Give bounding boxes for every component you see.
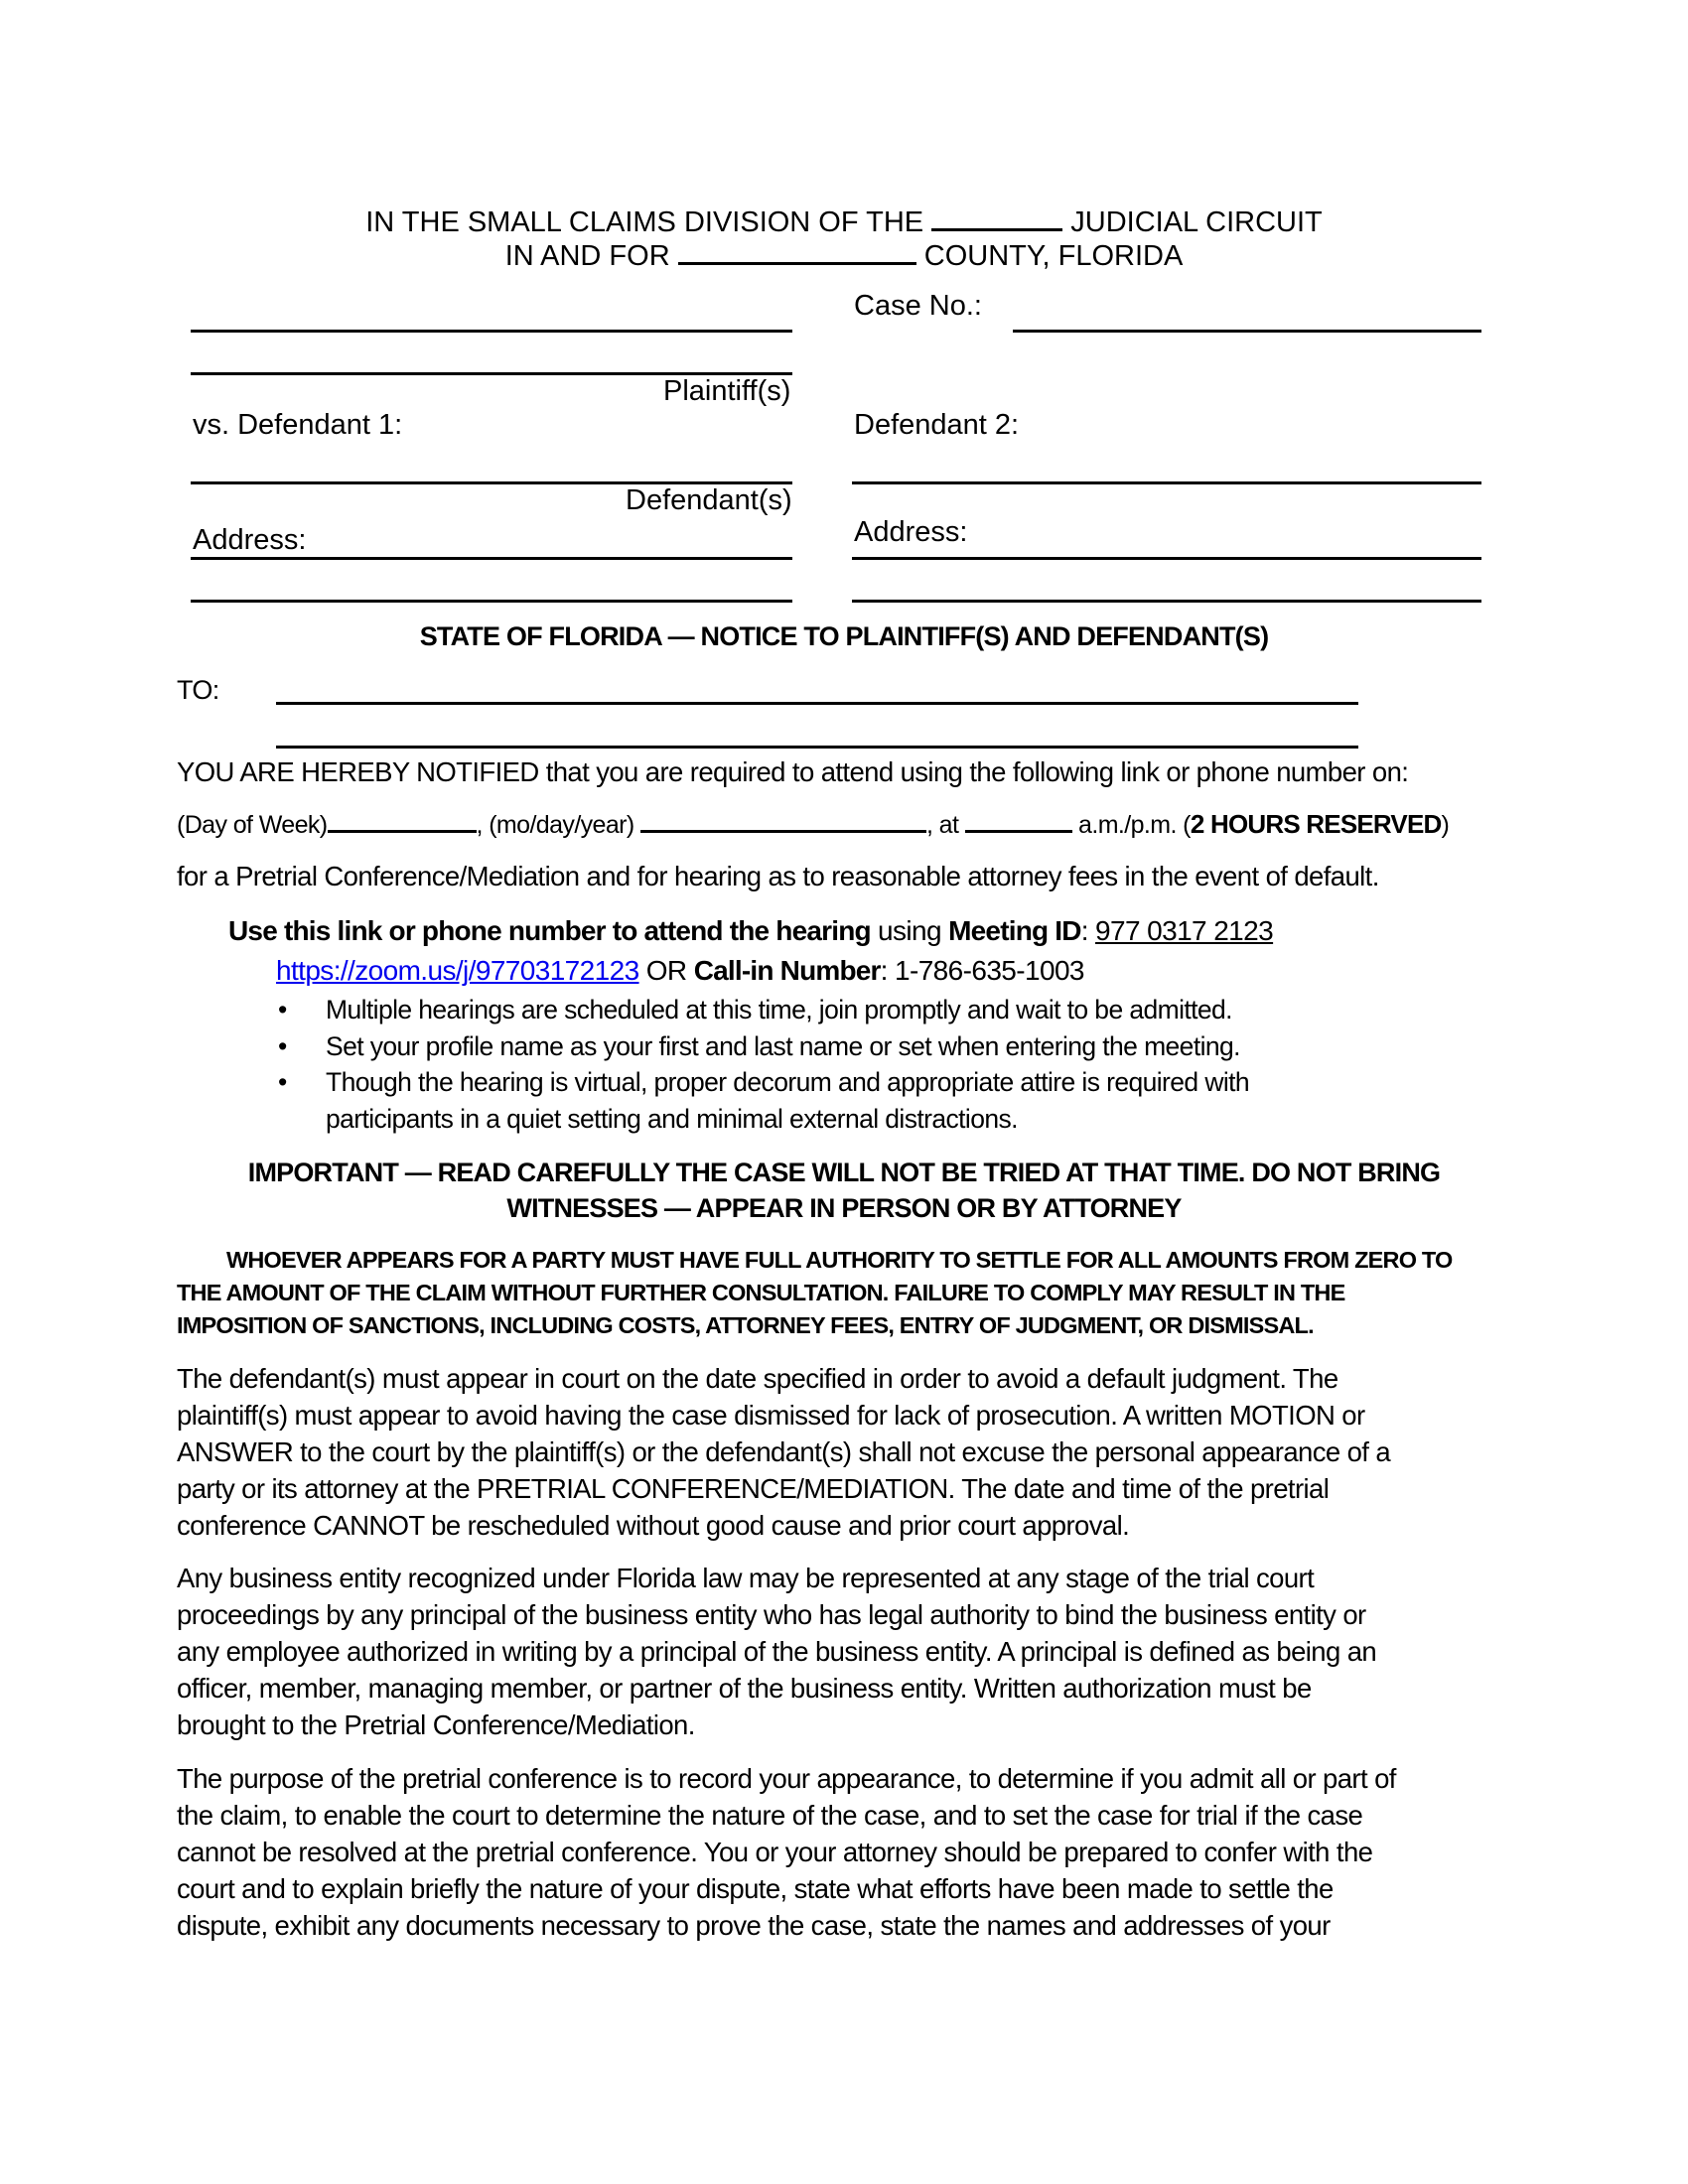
meeting-info-line: [228, 915, 1273, 947]
meeting-id-label: Meeting ID: [948, 915, 1081, 946]
defendant-2-label: Defendant 2:: [854, 409, 1020, 441]
ampm-label: a.m./p.m. (: [1078, 811, 1191, 839]
purpose-paragraph-line: The purpose of the pretrial conference is to record your appearance, to determine if you admit all or part of: [177, 1763, 1396, 1794]
or-text: OR: [638, 955, 694, 986]
defendant-2-address-line-2[interactable]: [852, 600, 1481, 603]
hours-reserved-text: 2 HOURS RESERVED: [1190, 809, 1442, 839]
court-header-line-2: [0, 240, 1688, 273]
appearance-paragraph-line: plaintiff(s) must appear to avoid having the case dismissed for lack of prosecution. A written MOTION or: [177, 1400, 1365, 1431]
defendant-2-address-line-1[interactable]: [852, 557, 1481, 560]
purpose-line: for a Pretrial Conference/Mediation and for hearing as to reasonable attorney fees in the event of default.: [177, 861, 1379, 891]
defendant-1-address-line-1[interactable]: [191, 557, 792, 560]
to-label: TO:: [177, 675, 219, 705]
bullet-text: Set your profile name as your first and last name or set when entering the meeting.: [326, 1031, 1240, 1061]
defendant-1-address-line-2[interactable]: [191, 600, 792, 603]
zoom-meeting-link[interactable]: https://zoom.us/j/97703172123: [276, 955, 639, 986]
appearance-paragraph-line: The defendant(s) must appear in court on the date specified in order to avoid a default judgment. The: [177, 1363, 1338, 1394]
schedule-line: [177, 809, 1449, 840]
plaintiffs-label: Plaintiff(s): [663, 375, 791, 407]
purpose-paragraph-line: dispute, exhibit any documents necessary to prove the case, state the names and addresses of your: [177, 1910, 1331, 1941]
case-no-label: Case No.:: [854, 290, 982, 322]
bullet-icon: •: [278, 995, 287, 1024]
county-blank-field[interactable]: [678, 261, 916, 265]
authority-line-2: THE AMOUNT OF THE CLAIM WITHOUT FURTHER CONSULTATION. FAILURE TO COMPLY MAY RESULT IN THE: [177, 1280, 1345, 1305]
plaintiff-name-line-1[interactable]: [191, 330, 792, 333]
business-entity-paragraph-line: brought to the Pretrial Conference/Mediation.: [177, 1709, 695, 1740]
purpose-paragraph-line: cannot be resolved at the pretrial conference. You or your attorney should be prepared to confer with the: [177, 1837, 1373, 1867]
zoom-link-line: [276, 955, 1084, 987]
address-left-label: Address:: [193, 524, 307, 556]
colon-text: :: [1080, 915, 1096, 946]
at-label: , at: [925, 811, 959, 839]
header-text: COUNTY, FLORIDA: [923, 240, 1184, 272]
to-recipient-line-2[interactable]: [276, 746, 1358, 749]
authority-line-1: WHOEVER APPEARS FOR A PARTY MUST HAVE FULL AUTHORITY TO SETTLE FOR ALL AMOUNTS FROM ZERO TO: [226, 1247, 1453, 1273]
date-field[interactable]: [640, 829, 926, 833]
header-text: IN THE SMALL CLAIMS DIVISION OF THE: [365, 206, 924, 238]
business-entity-paragraph-line: officer, member, managing member, or partner of the business entity. Written authorization must be: [177, 1673, 1312, 1704]
call-in-number: : 1-786-635-1003: [880, 955, 1084, 986]
business-entity-paragraph-line: proceedings by any principal of the business entity who has legal authority to bind the business entity or: [177, 1599, 1366, 1630]
header-text: IN AND FOR: [504, 240, 670, 272]
authority-line-3: IMPOSITION OF SANCTIONS, INCLUDING COSTS, ATTORNEY FEES, ENTRY OF JUDGMENT, OR DISMISSAL.: [177, 1312, 1314, 1338]
header-text: JUDICIAL CIRCUIT: [1070, 206, 1323, 238]
notice-title: STATE OF FLORIDA — NOTICE TO PLAINTIFF(S) AND DEFENDANT(S): [419, 621, 1269, 651]
time-field[interactable]: [965, 829, 1072, 833]
purpose-paragraph-line: the claim, to enable the court to determine the nature of the case, and to set the case for trial if the case: [177, 1800, 1363, 1831]
important-warning-line-1: IMPORTANT — READ CAREFULLY THE CASE WILL NOT BE TRIED AT THAT TIME. DO NOT BRING: [247, 1158, 1441, 1187]
address-right-label: Address:: [854, 516, 968, 548]
bullet-text: Multiple hearings are scheduled at this time, join promptly and wait to be admitted.: [326, 995, 1232, 1024]
to-recipient-line-1[interactable]: [276, 702, 1358, 705]
bullet-text: Though the hearing is virtual, proper decorum and appropriate attire is required with: [326, 1067, 1250, 1097]
day-of-week-label: (Day of Week): [177, 811, 328, 839]
circuit-blank-field[interactable]: [931, 227, 1062, 231]
day-of-week-field[interactable]: [328, 829, 477, 833]
appearance-paragraph-line: conference CANNOT be rescheduled without good cause and prior court approval.: [177, 1510, 1130, 1541]
appearance-paragraph-line: party or its attorney at the PRETRIAL CONFERENCE/MEDIATION. The date and time of the pretrial: [177, 1473, 1330, 1504]
bullet-icon: •: [278, 1031, 287, 1061]
vs-defendant-1-label: vs. Defendant 1:: [193, 409, 403, 441]
bullet-text: participants in a quiet setting and minimal external distractions.: [326, 1104, 1018, 1134]
court-header-line-1: [0, 206, 1688, 239]
close-paren: ): [1441, 811, 1450, 839]
appearance-paragraph-line: ANSWER to the court by the plaintiff(s) or the defendant(s) shall not excuse the personal appearance of a: [177, 1436, 1391, 1467]
defendant-2-name-line[interactable]: [852, 481, 1481, 484]
hereby-notified-text: YOU ARE HEREBY NOTIFIED that you are required to attend using the following link or phone number on:: [177, 756, 1409, 787]
meeting-id-value: 977 0317 2123: [1095, 915, 1274, 946]
business-entity-paragraph-line: any employee authorized in writing by a principal of the business entity. A principal is defined as being an: [177, 1636, 1377, 1667]
important-warning-line-2: WITNESSES — APPEAR IN PERSON OR BY ATTORNEY: [506, 1193, 1182, 1223]
date-label: , (mo/day/year): [476, 811, 634, 839]
business-entity-paragraph-line: Any business entity recognized under Florida law may be represented at any stage of the trial court: [177, 1563, 1315, 1593]
case-no-line[interactable]: [1013, 330, 1481, 333]
call-in-label: Call-in Number: [693, 955, 881, 986]
use-link-text: Use this link or phone number to attend the hearing: [228, 915, 871, 946]
purpose-paragraph-line: court and to explain briefly the nature of your dispute, state what efforts have been made to settle the: [177, 1873, 1334, 1904]
using-text: using: [870, 915, 949, 946]
defendants-label: Defendant(s): [626, 484, 792, 516]
bullet-icon: •: [278, 1067, 287, 1097]
